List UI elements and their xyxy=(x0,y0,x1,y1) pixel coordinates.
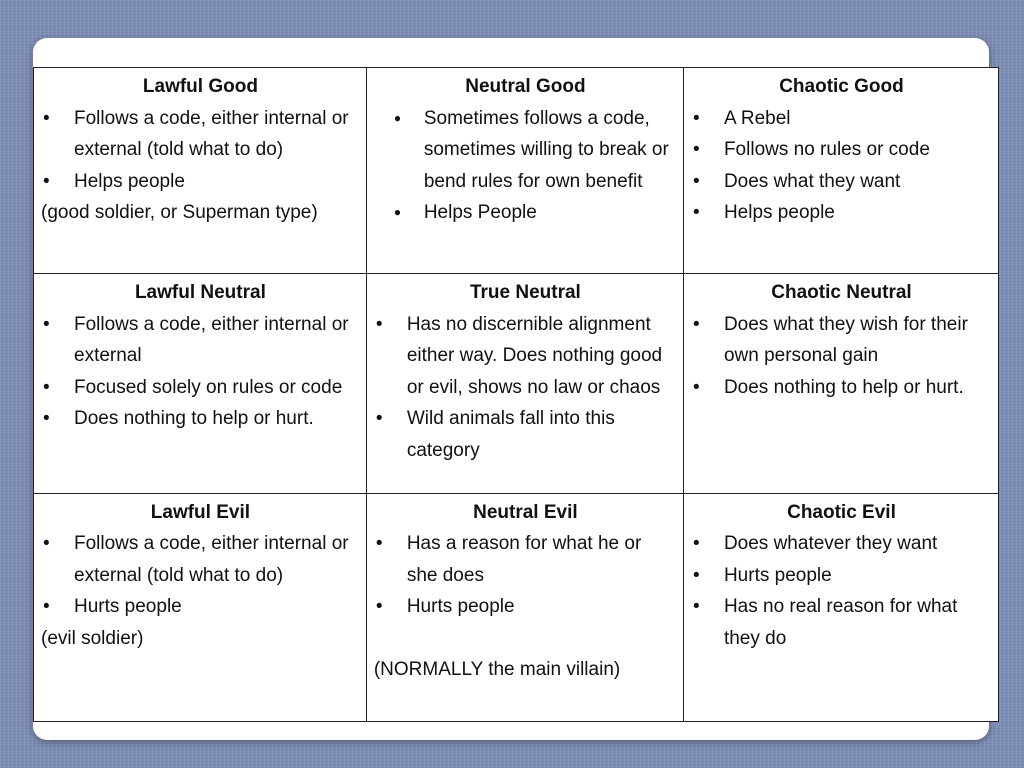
cell-note: (NORMALLY the main villain) xyxy=(373,658,621,680)
bullet-item: • Helps people xyxy=(691,197,992,229)
bullet-item: • Does whatever they want xyxy=(691,528,992,560)
bullet-item: • Does nothing to help or hurt. xyxy=(41,403,360,435)
cell-true-neutral xyxy=(366,274,683,493)
bullet-list xyxy=(374,528,677,623)
cell-lawful-good xyxy=(34,68,367,274)
bullet-list xyxy=(691,103,992,229)
bullet-item: • Hurts people xyxy=(41,591,360,623)
bullet-item: • Hurts people xyxy=(374,591,677,623)
bullet-item: • Wild animals fall into this category xyxy=(374,403,677,466)
bullet-item: ● Helps People xyxy=(374,197,677,229)
bullet-list xyxy=(691,309,992,404)
bullet-item: • Follows a code, either internal or external (told what to do) xyxy=(41,103,360,166)
bullet-item: ● Sometimes follows a code, sometimes willing to break or bend rules for own benefit xyxy=(374,103,677,198)
bullet-item: • Does what they wish for their own personal gain xyxy=(691,309,992,372)
bullet-item: • Has a reason for what he or she does xyxy=(374,528,677,591)
cell-title: Neutral Good xyxy=(465,76,586,97)
cell-chaotic-good xyxy=(683,68,998,274)
bullet-item: • Does nothing to help or hurt. xyxy=(691,372,992,404)
cell-title: Lawful Good xyxy=(142,76,258,97)
cell-note: (evil soldier) xyxy=(41,627,144,649)
bullet-list xyxy=(374,309,677,467)
cell-title: Lawful Evil xyxy=(150,501,251,523)
bullet-list xyxy=(41,528,360,623)
table-row xyxy=(34,68,999,274)
bullet-item: • Follows a code, either internal or external xyxy=(41,309,360,372)
bullet-item: • Does what they want xyxy=(691,166,992,198)
cell-title: True Neutral xyxy=(469,282,581,304)
bullet-item: • A Rebel xyxy=(691,103,992,135)
cell-neutral-good xyxy=(366,68,683,274)
bullet-item: • Follows a code, either internal or external (told what to do) xyxy=(41,528,360,591)
bullet-item: • Helps people xyxy=(41,166,360,198)
bullet-item: • Hurts people xyxy=(691,560,992,592)
cell-chaotic-neutral xyxy=(683,274,998,493)
table-row xyxy=(34,493,999,721)
cell-title: Chaotic Neutral xyxy=(771,282,912,304)
bullet-list xyxy=(41,309,360,435)
cell-lawful-neutral xyxy=(34,274,367,493)
cell-title: Lawful Neutral xyxy=(134,282,266,304)
bullet-list xyxy=(374,103,677,229)
cell-note: (good soldier, or Superman type) xyxy=(41,202,318,223)
bullet-item: • Has no real reason for what they do xyxy=(691,591,992,654)
alignment-table xyxy=(33,67,999,722)
cell-title: Neutral Evil xyxy=(473,501,578,523)
cell-title: Chaotic Evil xyxy=(787,501,896,523)
bullet-list xyxy=(691,528,992,654)
cell-chaotic-evil xyxy=(683,493,998,721)
cell-title: Chaotic Good xyxy=(779,76,904,97)
table-row xyxy=(34,274,999,493)
bullet-item: • Has no discernible alignment either way. Does nothing good or evil, shows no law or chaos xyxy=(374,309,677,404)
cell-neutral-evil xyxy=(366,493,683,721)
bullet-item: • Follows no rules or code xyxy=(691,134,992,166)
bullet-list xyxy=(41,103,360,198)
cell-lawful-evil xyxy=(34,493,367,721)
bullet-item: • Focused solely on rules or code xyxy=(41,372,360,404)
